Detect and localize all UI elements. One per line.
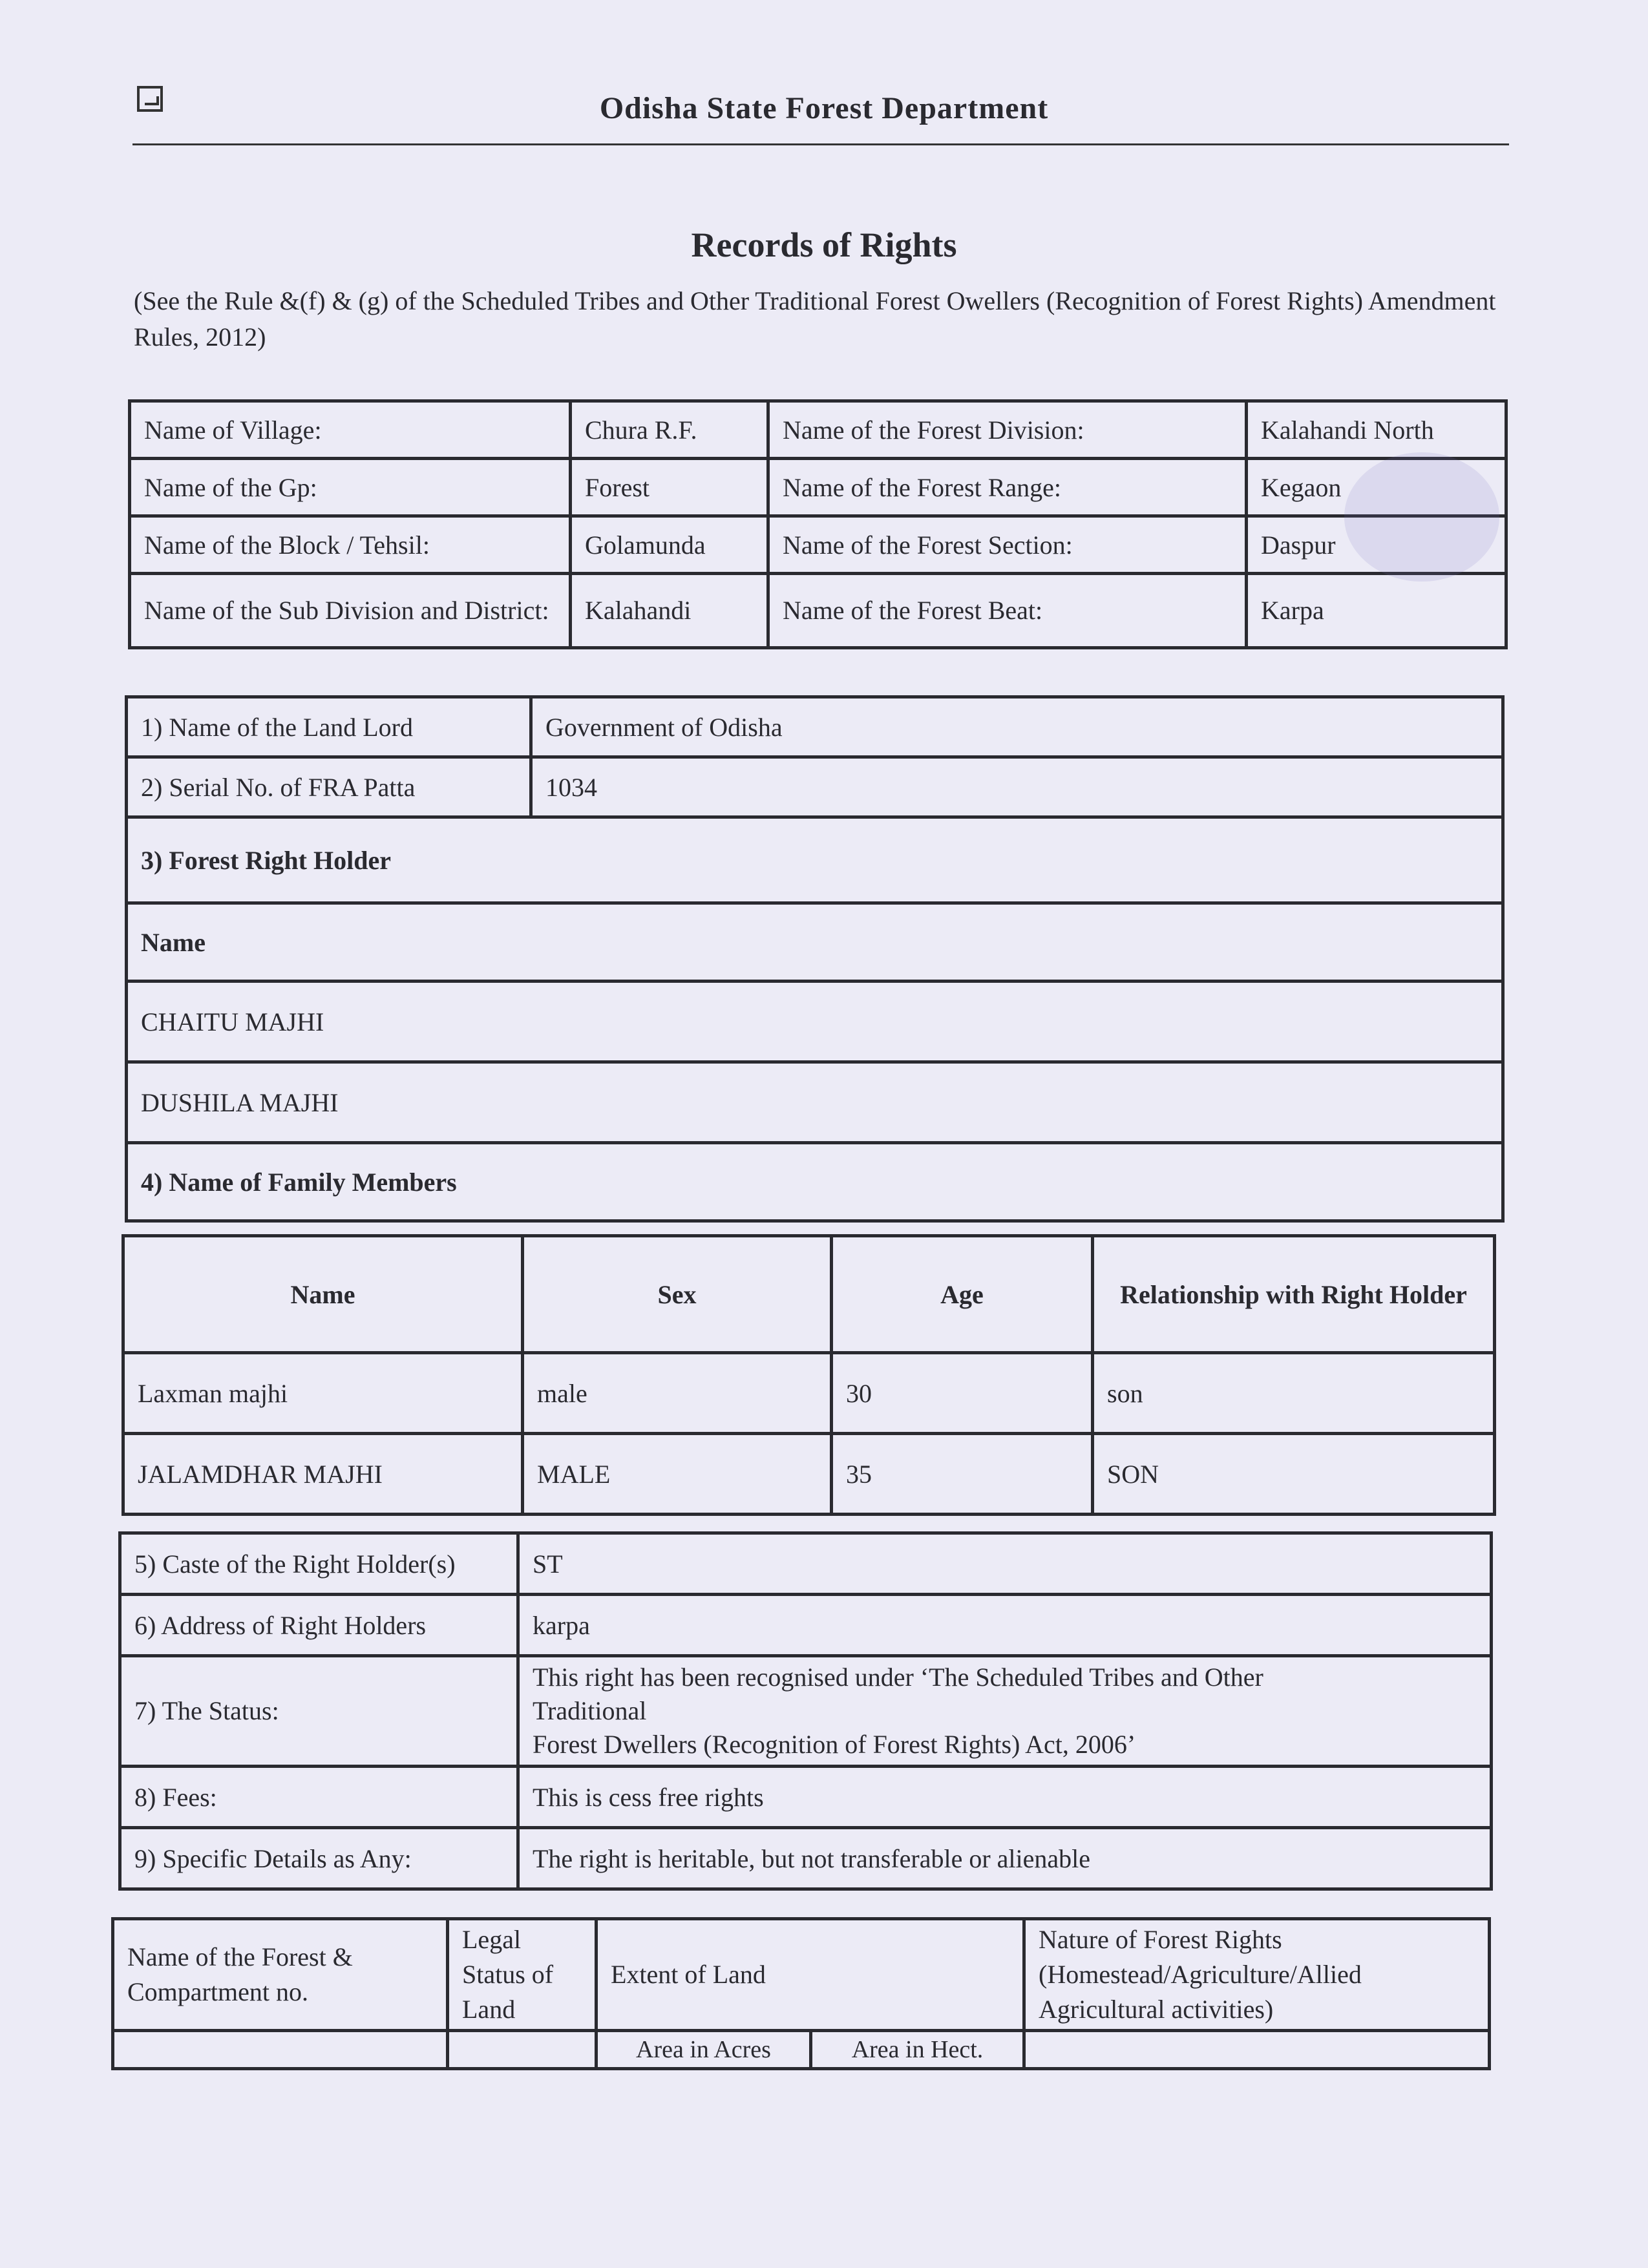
caste-label: 5) Caste of the Right Holder(s) (120, 1533, 518, 1595)
forest-division-label: Name of the Forest Division: (768, 401, 1247, 459)
gp-value: Forest (571, 459, 768, 516)
member-sex: male (523, 1353, 832, 1434)
right-holder-name: DUSHILA MAJHI (127, 1062, 1503, 1143)
department-header: Odisha State Forest Department (599, 91, 1049, 125)
document-title: Records of Rights (691, 226, 957, 264)
name-heading: Name (127, 903, 1503, 982)
member-sex: MALE (523, 1434, 832, 1515)
forest-beat-value: Karpa (1247, 574, 1506, 648)
extent-of-land-header: Extent of Land (597, 1919, 1024, 2031)
header-divider (132, 143, 1509, 145)
legal-status-cell (448, 2031, 597, 2069)
member-name: JALAMDHAR MAJHI (123, 1434, 523, 1515)
subdivision-label: Name of the Sub Division and District: (130, 574, 571, 648)
column-header-relationship: Relationship with Right Holder (1093, 1236, 1495, 1353)
nature-of-rights-header: Nature of Forest Rights (Homestead/Agriculture/Allied Agricultural activities) (1024, 1919, 1490, 2031)
forest-compartment-header: Name of the Forest & Compartment no. (113, 1919, 448, 2031)
block-value: Golamunda (571, 516, 768, 574)
forest-range-label: Name of the Forest Range: (768, 459, 1247, 516)
column-header-age: Age (832, 1236, 1093, 1353)
caste-value: ST (518, 1533, 1492, 1595)
table-row (123, 1353, 1495, 1434)
column-header-name: Name (123, 1236, 523, 1353)
member-name: Laxman majhi (123, 1353, 523, 1434)
fees-value: This is cess free rights (518, 1767, 1492, 1828)
forest-compartment-cell (113, 2031, 448, 2069)
nature-of-rights-cell (1024, 2031, 1490, 2069)
member-age: 35 (832, 1434, 1093, 1515)
status-line: Forest Dwellers (Recognition of Forest Rights) Act, 2006’ (533, 1730, 1136, 1759)
location-table (128, 399, 1508, 649)
land-lord-value: Government of Odisha (531, 697, 1503, 757)
specific-details-value: The right is heritable, but not transferable or alienable (518, 1828, 1492, 1889)
family-members-table (121, 1234, 1496, 1516)
area-acres-header: Area in Acres (597, 2031, 811, 2069)
address-label: 6) Address of Right Holders (120, 1595, 518, 1656)
block-label: Name of the Block / Tehsil: (130, 516, 571, 574)
member-relation: SON (1093, 1434, 1495, 1515)
subdivision-value: Kalahandi (571, 574, 768, 648)
right-holder-name: CHAITU MAJHI (127, 982, 1503, 1062)
forest-division-value: Kalahandi North (1247, 401, 1506, 459)
land-lord-label: 1) Name of the Land Lord (127, 697, 531, 757)
column-header-sex: Sex (523, 1236, 832, 1353)
legal-status-header: Legal Status of Land (448, 1919, 597, 2031)
area-hect-header: Area in Hect. (811, 2031, 1024, 2069)
member-age: 30 (832, 1353, 1093, 1434)
status-label: 7) The Status: (120, 1656, 518, 1767)
gp-label: Name of the Gp: (130, 459, 571, 516)
forest-range-value: Kegaon (1247, 459, 1506, 516)
serial-value: 1034 (531, 757, 1503, 817)
family-members-heading: 4) Name of Family Members (127, 1143, 1503, 1221)
status-value (518, 1656, 1492, 1767)
address-value: karpa (518, 1595, 1492, 1656)
forest-beat-label: Name of the Forest Beat: (768, 574, 1247, 648)
right-holder-table (125, 695, 1505, 1223)
serial-label: 2) Serial No. of FRA Patta (127, 757, 531, 817)
forest-section-label: Name of the Forest Section: (768, 516, 1247, 574)
forest-section-value: Daspur (1247, 516, 1506, 574)
specific-details-label: 9) Specific Details as Any: (120, 1828, 518, 1889)
right-holder-heading: 3) Forest Right Holder (127, 817, 1503, 903)
status-line: Traditional (533, 1696, 647, 1725)
status-line: This right has been recognised under ‘The Scheduled Tribes and Other (533, 1663, 1263, 1692)
fees-label: 8) Fees: (120, 1767, 518, 1828)
village-value: Chura R.F. (571, 401, 768, 459)
document-subtitle: (See the Rule &(f) & (g) of the Scheduled Tribes and Other Traditional Forest Owellers (Recognition of Forest Rights) Amendment Rules, 2012) (134, 286, 1496, 352)
table-row (123, 1434, 1495, 1515)
ink-stamp-mark (1344, 452, 1499, 582)
village-label: Name of Village: (130, 401, 571, 459)
member-relation: son (1093, 1353, 1495, 1434)
forest-extent-table (111, 1917, 1491, 2070)
rights-details-table (118, 1531, 1493, 1891)
